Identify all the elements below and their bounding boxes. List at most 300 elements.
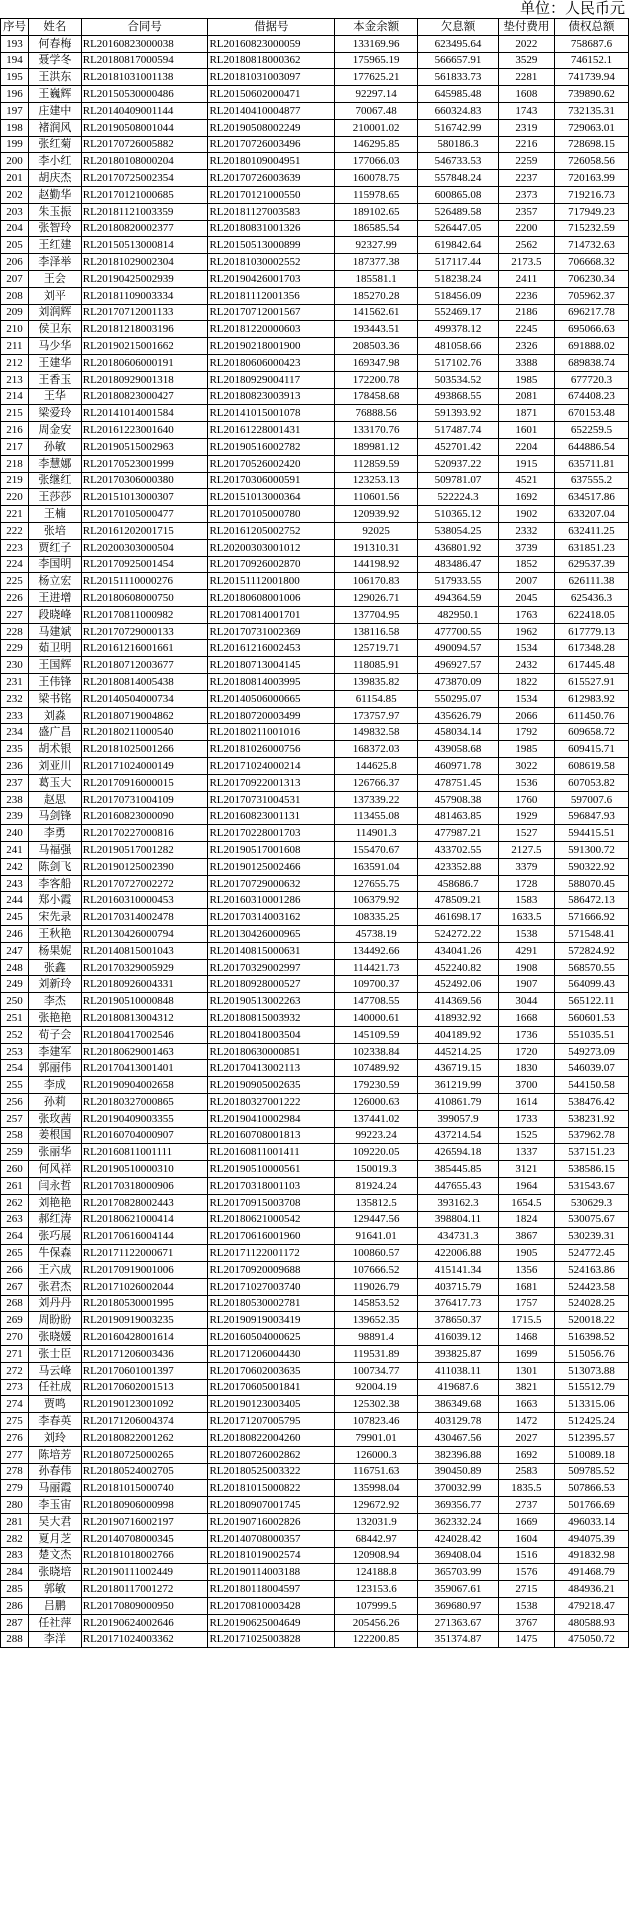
row-index: 207 (1, 270, 29, 287)
row-advance-fees: 1468 (498, 1329, 554, 1346)
row-advance-fees: 1576 (498, 1564, 554, 1581)
row-contract-no: RL20190919003235 (81, 1312, 208, 1329)
row-advance-fees: 1475 (498, 1631, 554, 1648)
table-row (1, 119, 629, 136)
row-interest-owed: 458034.14 (418, 724, 499, 741)
row-interest-owed: 410861.79 (418, 1094, 499, 1111)
row-principal-balance: 139652.35 (335, 1312, 418, 1329)
table-row (1, 254, 629, 271)
row-total-claim: 632411.25 (554, 522, 628, 539)
table-row (1, 942, 629, 959)
row-principal-balance: 108335.25 (335, 909, 418, 926)
row-total-claim: 691888.02 (554, 338, 628, 355)
row-name: 李成 (29, 1077, 82, 1094)
row-name: 马福强 (29, 842, 82, 859)
row-contract-no: RL20161216001661 (81, 640, 208, 657)
row-name: 梁爱玲 (29, 405, 82, 422)
header-advance-fees: 垫付费用 (498, 19, 554, 36)
row-contract-no: RL20190409003355 (81, 1110, 208, 1127)
row-advance-fees: 1824 (498, 1211, 554, 1228)
row-contract-no: RL20170314002478 (81, 909, 208, 926)
table-row (1, 287, 629, 304)
row-advance-fees: 1516 (498, 1547, 554, 1564)
row-index: 202 (1, 186, 29, 203)
row-index: 229 (1, 640, 29, 657)
row-name: 刘淼 (29, 707, 82, 724)
row-loan-receipt-no: RL20170306000591 (208, 472, 335, 489)
row-interest-owed: 418932.92 (418, 1010, 499, 1027)
row-principal-balance: 132031.9 (335, 1513, 418, 1530)
table-row (1, 1177, 629, 1194)
row-principal-balance: 115978.65 (335, 186, 418, 203)
row-index: 226 (1, 590, 29, 607)
row-index: 261 (1, 1177, 29, 1194)
row-advance-fees: 2081 (498, 388, 554, 405)
row-name: 张士臣 (29, 1345, 82, 1362)
row-name: 王国辉 (29, 657, 82, 674)
row-name: 赵思 (29, 791, 82, 808)
table-row (1, 506, 629, 523)
row-total-claim: 515056.76 (554, 1345, 628, 1362)
table-row (1, 590, 629, 607)
table-row (1, 556, 629, 573)
row-name: 王华 (29, 388, 82, 405)
row-advance-fees: 2432 (498, 657, 554, 674)
row-principal-balance: 186585.54 (335, 220, 418, 237)
row-advance-fees: 1692 (498, 489, 554, 506)
row-interest-owed: 517933.55 (418, 573, 499, 590)
row-principal-balance: 145109.59 (335, 1026, 418, 1043)
row-index: 244 (1, 892, 29, 909)
row-contract-no: RL20150530000486 (81, 86, 208, 103)
row-name: 侯卫东 (29, 321, 82, 338)
row-index: 237 (1, 774, 29, 791)
row-interest-owed: 416039.12 (418, 1329, 499, 1346)
row-index: 269 (1, 1312, 29, 1329)
row-loan-receipt-no: RL20170605001841 (208, 1379, 335, 1396)
row-total-claim: 524423.58 (554, 1278, 628, 1295)
row-interest-owed: 386349.68 (418, 1396, 499, 1413)
row-total-claim: 586472.13 (554, 892, 628, 909)
row-advance-fees: 3821 (498, 1379, 554, 1396)
row-contract-no: RL20160704000907 (81, 1127, 208, 1144)
table-row (1, 623, 629, 640)
row-advance-fees: 2332 (498, 522, 554, 539)
row-contract-no: RL20130426000794 (81, 926, 208, 943)
row-interest-owed: 483486.47 (418, 556, 499, 573)
row-loan-receipt-no: RL20181127003583 (208, 203, 335, 220)
row-interest-owed: 561833.73 (418, 69, 499, 86)
row-advance-fees: 2245 (498, 321, 554, 338)
table-row (1, 1144, 629, 1161)
row-interest-owed: 538054.25 (418, 522, 499, 539)
row-name: 郭敏 (29, 1581, 82, 1598)
row-index: 255 (1, 1077, 29, 1094)
row-advance-fees: 2045 (498, 590, 554, 607)
row-contract-no: RL20170919001006 (81, 1261, 208, 1278)
row-interest-owed: 382396.88 (418, 1446, 499, 1463)
row-loan-receipt-no: RL20171024000214 (208, 758, 335, 775)
row-contract-no: RL20140504000734 (81, 690, 208, 707)
row-contract-no: RL20180417002546 (81, 1026, 208, 1043)
row-loan-receipt-no: RL20180109004951 (208, 153, 335, 170)
row-index: 267 (1, 1278, 29, 1295)
row-interest-owed: 550295.07 (418, 690, 499, 707)
row-contract-no: RL20170616004144 (81, 1228, 208, 1245)
row-contract-no: RL20170809000950 (81, 1597, 208, 1614)
table-row (1, 1614, 629, 1631)
row-principal-balance: 106170.83 (335, 573, 418, 590)
row-interest-owed: 557848.24 (418, 170, 499, 187)
row-total-claim: 530629.3 (554, 1194, 628, 1211)
row-principal-balance: 125302.38 (335, 1396, 418, 1413)
row-index: 200 (1, 153, 29, 170)
table-row (1, 1631, 629, 1648)
row-contract-no: RL20180719004862 (81, 707, 208, 724)
row-name: 李杰 (29, 993, 82, 1010)
row-contract-no: RL20161202001715 (81, 522, 208, 539)
row-contract-no: RL20170712001133 (81, 304, 208, 321)
row-index: 212 (1, 354, 29, 371)
row-advance-fees: 2715 (498, 1581, 554, 1598)
row-contract-no: RL20180108000204 (81, 153, 208, 170)
row-name: 陈剑飞 (29, 858, 82, 875)
row-loan-receipt-no: RL20181220000603 (208, 321, 335, 338)
table-row (1, 573, 629, 590)
row-index: 209 (1, 304, 29, 321)
row-contract-no: RL20180817000594 (81, 52, 208, 69)
row-interest-owed: 434041.26 (418, 942, 499, 959)
row-loan-receipt-no: RL20170602003635 (208, 1362, 335, 1379)
row-total-claim: 509785.52 (554, 1463, 628, 1480)
row-name: 张鑫 (29, 959, 82, 976)
row-principal-balance: 120908.94 (335, 1547, 418, 1564)
row-loan-receipt-no: RL20170726003639 (208, 170, 335, 187)
row-index: 266 (1, 1261, 29, 1278)
row-interest-owed: 645985.48 (418, 86, 499, 103)
row-index: 256 (1, 1094, 29, 1111)
header-index: 序号 (1, 19, 29, 36)
row-loan-receipt-no: RL20170731002369 (208, 623, 335, 640)
row-total-claim: 524772.45 (554, 1245, 628, 1262)
row-loan-receipt-no: RL20180327001222 (208, 1094, 335, 1111)
row-total-claim: 538586.15 (554, 1161, 628, 1178)
row-principal-balance: 178458.68 (335, 388, 418, 405)
row-principal-balance: 191310.31 (335, 539, 418, 556)
row-loan-receipt-no: RL20180929004117 (208, 371, 335, 388)
row-advance-fees: 1929 (498, 808, 554, 825)
row-advance-fees: 1663 (498, 1396, 554, 1413)
row-loan-receipt-no: RL20190516002782 (208, 438, 335, 455)
row-principal-balance: 122200.85 (335, 1631, 418, 1648)
table-row (1, 522, 629, 539)
table-row (1, 422, 629, 439)
row-contract-no: RL20170602001513 (81, 1379, 208, 1396)
row-index: 252 (1, 1026, 29, 1043)
row-contract-no: RL20170731004109 (81, 791, 208, 808)
row-contract-no: RL20181015000740 (81, 1480, 208, 1497)
row-principal-balance: 109700.37 (335, 976, 418, 993)
table-row (1, 993, 629, 1010)
row-index: 251 (1, 1010, 29, 1027)
row-name: 李客船 (29, 875, 82, 892)
row-loan-receipt-no: RL20160811001411 (208, 1144, 335, 1161)
table-row (1, 1211, 629, 1228)
row-name: 张君杰 (29, 1278, 82, 1295)
row-advance-fees: 2373 (498, 186, 554, 203)
row-total-claim: 510089.18 (554, 1446, 628, 1463)
table-row (1, 438, 629, 455)
row-total-claim: 629537.39 (554, 556, 628, 573)
header-total-claim: 债权总额 (554, 19, 628, 36)
row-name: 李泽举 (29, 254, 82, 271)
row-total-claim: 622418.05 (554, 606, 628, 623)
row-index: 217 (1, 438, 29, 455)
row-principal-balance: 160078.75 (335, 170, 418, 187)
row-advance-fees: 3388 (498, 354, 554, 371)
row-name: 聂学冬 (29, 52, 82, 69)
row-loan-receipt-no: RL20190510000561 (208, 1161, 335, 1178)
row-total-claim: 531543.67 (554, 1177, 628, 1194)
row-loan-receipt-no: RL20171207005795 (208, 1413, 335, 1430)
row-name: 张玫茜 (29, 1110, 82, 1127)
table-row (1, 1564, 629, 1581)
row-total-claim: 705962.37 (554, 287, 628, 304)
row-interest-owed: 378650.37 (418, 1312, 499, 1329)
row-advance-fees: 1692 (498, 1446, 554, 1463)
table-row (1, 909, 629, 926)
row-name: 胡术银 (29, 741, 82, 758)
row-name: 杨果妮 (29, 942, 82, 959)
row-name: 宋先录 (29, 909, 82, 926)
row-interest-owed: 477700.55 (418, 623, 499, 640)
row-contract-no: RL20181109003334 (81, 287, 208, 304)
row-contract-no: RL20171024003362 (81, 1631, 208, 1648)
row-loan-receipt-no: RL20140708000357 (208, 1530, 335, 1547)
row-total-claim: 674408.23 (554, 388, 628, 405)
row-principal-balance: 116751.63 (335, 1463, 418, 1480)
row-index: 279 (1, 1480, 29, 1497)
row-interest-owed: 503534.52 (418, 371, 499, 388)
table-row (1, 1379, 629, 1396)
row-index: 204 (1, 220, 29, 237)
row-name: 庄建中 (29, 102, 82, 119)
row-index: 231 (1, 674, 29, 691)
row-contract-no: RL20170925001454 (81, 556, 208, 573)
row-total-claim: 670153.48 (554, 405, 628, 422)
row-interest-owed: 433702.55 (418, 842, 499, 859)
row-interest-owed: 517117.44 (418, 254, 499, 271)
row-index: 224 (1, 556, 29, 573)
row-principal-balance: 137339.22 (335, 791, 418, 808)
row-contract-no: RL20180822001262 (81, 1429, 208, 1446)
row-advance-fees: 1902 (498, 506, 554, 523)
table-row (1, 86, 629, 103)
table-row (1, 741, 629, 758)
row-name: 郑小霞 (29, 892, 82, 909)
row-total-claim: 590322.92 (554, 858, 628, 875)
row-advance-fees: 3867 (498, 1228, 554, 1245)
row-name: 王伟锋 (29, 674, 82, 691)
row-principal-balance: 125719.71 (335, 640, 418, 657)
row-interest-owed: 423352.88 (418, 858, 499, 875)
row-advance-fees: 1669 (498, 1513, 554, 1530)
row-interest-owed: 478509.21 (418, 892, 499, 909)
row-contract-no: RL20160823000038 (81, 35, 208, 52)
row-index: 287 (1, 1614, 29, 1631)
row-interest-owed: 445214.25 (418, 1043, 499, 1060)
table-row (1, 791, 629, 808)
row-contract-no: RL20160428001614 (81, 1329, 208, 1346)
table-row (1, 455, 629, 472)
row-total-claim: 546039.07 (554, 1060, 628, 1077)
row-principal-balance: 129026.71 (335, 590, 418, 607)
row-name: 张红菊 (29, 136, 82, 153)
table-row (1, 707, 629, 724)
row-total-claim: 507866.53 (554, 1480, 628, 1497)
row-loan-receipt-no: RL20180720003499 (208, 707, 335, 724)
row-name: 周盼盼 (29, 1312, 82, 1329)
row-index: 218 (1, 455, 29, 472)
row-index: 284 (1, 1564, 29, 1581)
row-principal-balance: 172200.78 (335, 371, 418, 388)
row-name: 任社成 (29, 1379, 82, 1396)
row-index: 239 (1, 808, 29, 825)
row-loan-receipt-no: RL20170729000632 (208, 875, 335, 892)
row-contract-no: RL20170523001999 (81, 455, 208, 472)
row-contract-no: RL20190508001044 (81, 119, 208, 136)
row-principal-balance: 126000.63 (335, 1094, 418, 1111)
row-total-claim: 652259.5 (554, 422, 628, 439)
row-loan-receipt-no: RL20180815003932 (208, 1010, 335, 1027)
row-name: 马剑锋 (29, 808, 82, 825)
row-interest-owed: 458686.7 (418, 875, 499, 892)
row-loan-receipt-no: RL20190123003405 (208, 1396, 335, 1413)
row-loan-receipt-no: RL20180726002862 (208, 1446, 335, 1463)
row-index: 285 (1, 1581, 29, 1598)
row-index: 240 (1, 825, 29, 842)
row-total-claim: 732135.31 (554, 102, 628, 119)
row-interest-owed: 359067.61 (418, 1581, 499, 1598)
row-interest-owed: 369408.04 (418, 1547, 499, 1564)
row-name: 荀子会 (29, 1026, 82, 1043)
row-index: 262 (1, 1194, 29, 1211)
row-interest-owed: 526447.05 (418, 220, 499, 237)
row-principal-balance: 138116.58 (335, 623, 418, 640)
row-index: 238 (1, 791, 29, 808)
row-loan-receipt-no: RL20190218001900 (208, 338, 335, 355)
row-name: 梁书铭 (29, 690, 82, 707)
row-interest-owed: 362332.24 (418, 1513, 499, 1530)
row-principal-balance: 92327.99 (335, 237, 418, 254)
row-interest-owed: 623495.64 (418, 35, 499, 52)
row-total-claim: 549273.09 (554, 1043, 628, 1060)
row-total-claim: 625436.3 (554, 590, 628, 607)
table-row (1, 1010, 629, 1027)
row-interest-owed: 403129.78 (418, 1413, 499, 1430)
row-principal-balance: 168372.03 (335, 741, 418, 758)
row-loan-receipt-no: RL20160823001131 (208, 808, 335, 825)
row-principal-balance: 126766.37 (335, 774, 418, 791)
row-name: 刘新玲 (29, 976, 82, 993)
row-advance-fees: 2186 (498, 304, 554, 321)
row-principal-balance: 140000.61 (335, 1010, 418, 1027)
row-total-claim: 706668.32 (554, 254, 628, 271)
row-name: 任社萍 (29, 1614, 82, 1631)
row-index: 243 (1, 875, 29, 892)
row-total-claim: 689838.74 (554, 354, 628, 371)
row-contract-no: RL20170121000685 (81, 186, 208, 203)
row-principal-balance: 189981.12 (335, 438, 418, 455)
row-total-claim: 758687.6 (554, 35, 628, 52)
row-advance-fees: 1908 (498, 959, 554, 976)
row-index: 265 (1, 1245, 29, 1262)
row-contract-no: RL20171026002044 (81, 1278, 208, 1295)
row-name: 马建斌 (29, 623, 82, 640)
row-interest-owed: 517487.74 (418, 422, 499, 439)
row-index: 264 (1, 1228, 29, 1245)
row-name: 王红建 (29, 237, 82, 254)
row-index: 210 (1, 321, 29, 338)
row-loan-receipt-no: RL20170329002997 (208, 959, 335, 976)
row-index: 213 (1, 371, 29, 388)
row-interest-owed: 439058.68 (418, 741, 499, 758)
row-interest-owed: 369356.77 (418, 1497, 499, 1514)
row-contract-no: RL20171206003436 (81, 1345, 208, 1362)
row-total-claim: 530075.67 (554, 1211, 628, 1228)
table-row (1, 1110, 629, 1127)
row-index: 230 (1, 657, 29, 674)
row-total-claim: 594415.51 (554, 825, 628, 842)
row-total-claim: 515512.79 (554, 1379, 628, 1396)
row-name: 周金安 (29, 422, 82, 439)
row-loan-receipt-no: RL20181015000822 (208, 1480, 335, 1497)
row-contract-no: RL20181031001138 (81, 69, 208, 86)
row-index: 214 (1, 388, 29, 405)
row-loan-receipt-no: RL20160310001286 (208, 892, 335, 909)
row-principal-balance: 102338.84 (335, 1043, 418, 1060)
row-contract-no: RL20181018002766 (81, 1547, 208, 1564)
row-index: 193 (1, 35, 29, 52)
row-interest-owed: 393825.87 (418, 1345, 499, 1362)
row-loan-receipt-no: RL20181030002552 (208, 254, 335, 271)
table-row (1, 1077, 629, 1094)
row-loan-receipt-no: RL20181031003097 (208, 69, 335, 86)
row-advance-fees: 1715.5 (498, 1312, 554, 1329)
row-contract-no: RL20160310000453 (81, 892, 208, 909)
row-name: 马少华 (29, 338, 82, 355)
row-index: 273 (1, 1379, 29, 1396)
row-principal-balance: 169347.98 (335, 354, 418, 371)
row-advance-fees: 1964 (498, 1177, 554, 1194)
table-row (1, 1446, 629, 1463)
row-name: 王洪东 (29, 69, 82, 86)
row-contract-no: RL20181025001266 (81, 741, 208, 758)
row-loan-receipt-no: RL20190919003419 (208, 1312, 335, 1329)
row-contract-no: RL20140409001144 (81, 102, 208, 119)
row-interest-owed: 436719.15 (418, 1060, 499, 1077)
row-contract-no: RL20180929001318 (81, 371, 208, 388)
row-advance-fees: 1699 (498, 1345, 554, 1362)
row-loan-receipt-no: RL20171025003828 (208, 1631, 335, 1648)
row-index: 277 (1, 1446, 29, 1463)
row-loan-receipt-no: RL20190905002635 (208, 1077, 335, 1094)
row-advance-fees: 2737 (498, 1497, 554, 1514)
row-loan-receipt-no: RL20171206004430 (208, 1345, 335, 1362)
row-name: 李玉宙 (29, 1497, 82, 1514)
row-total-claim: 564099.43 (554, 976, 628, 993)
row-name: 马云峰 (29, 1362, 82, 1379)
